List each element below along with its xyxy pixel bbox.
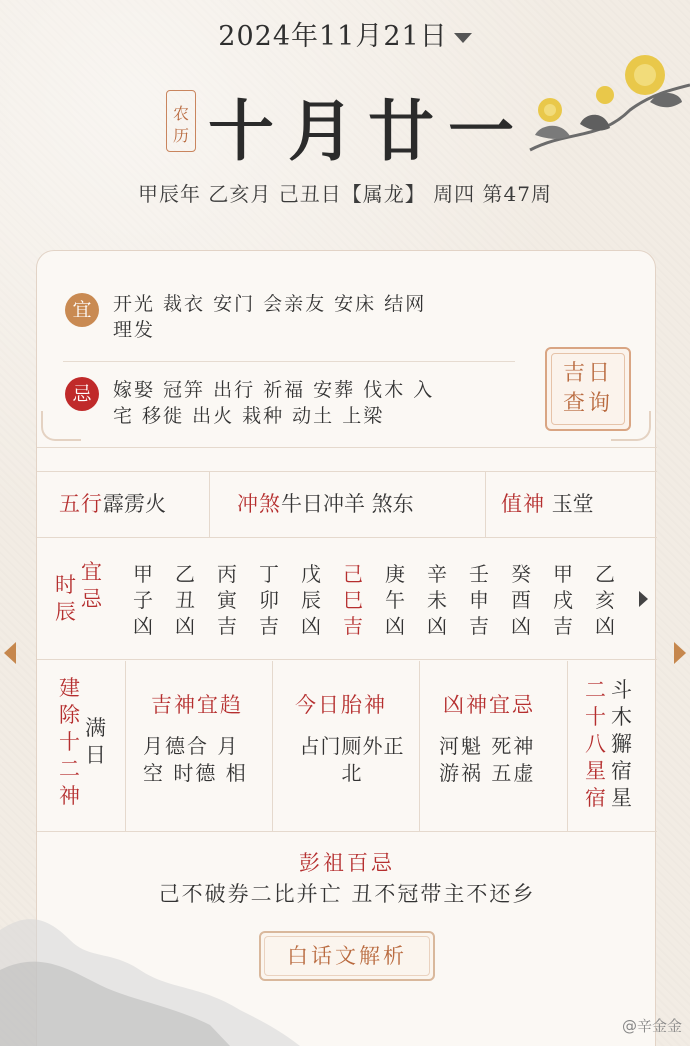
- shichen-luck: 凶: [511, 614, 531, 638]
- shichen-column[interactable]: [297, 561, 325, 639]
- chongsha-cell: [237, 471, 414, 537]
- ganzhi-line: 甲辰年 乙亥月 己丑日【属龙】 周四 第47周: [138, 182, 552, 206]
- xiu-title-char: 八: [585, 732, 606, 756]
- pengzu-title: 彭祖百忌: [299, 851, 395, 875]
- shichen-luck: 凶: [385, 614, 405, 638]
- pengzu-text: 己不破券二比并亡 丑不冠带主不还乡: [158, 882, 536, 906]
- jianchu-title-char: 除: [59, 703, 80, 727]
- shichen-luck: 吉: [553, 614, 573, 638]
- yi-icon: 宜: [65, 293, 99, 327]
- xiu-title-char: 十: [585, 705, 606, 729]
- mountain-ink-decoration: [0, 890, 300, 1046]
- jiri-button-line: 查询: [562, 391, 613, 416]
- jianchu-value-char: 日: [85, 743, 106, 767]
- shichen-luck: 凶: [133, 614, 153, 638]
- shichen-zhi: 戌: [553, 588, 573, 612]
- shichen-gan: 丁: [259, 562, 279, 586]
- shichen-column[interactable]: [339, 561, 367, 639]
- ji-icon: 忌: [65, 377, 99, 411]
- shichen-label: [55, 559, 109, 639]
- yi-line: 理发: [113, 319, 156, 341]
- jishen-line: 空 时德 相: [143, 761, 248, 785]
- zhishen-value: 玉堂: [551, 492, 594, 516]
- lunar-badge-char: 历: [173, 125, 190, 145]
- divider: [419, 661, 420, 831]
- shichen-gan: 戊: [301, 562, 321, 586]
- shichen-luck: 凶: [301, 614, 321, 638]
- shichen-gan: 甲: [133, 562, 153, 586]
- chrysanthemum-icon: [510, 40, 690, 170]
- shichen-gan: 庚: [385, 562, 405, 586]
- ji-text: [113, 377, 513, 429]
- divider: [37, 447, 657, 448]
- shichen-zhi: 申: [469, 588, 489, 612]
- corner-ornament: [611, 411, 651, 441]
- yi-text: [113, 291, 513, 343]
- shichen-gan: 壬: [469, 562, 489, 586]
- xiu-value-char: 木: [611, 705, 632, 729]
- baihua-analysis-button[interactable]: 白话文解析: [259, 931, 435, 981]
- shichen-column[interactable]: [591, 561, 619, 639]
- shichen-zhi: 酉: [511, 588, 531, 612]
- divider: [272, 661, 273, 831]
- jianchu-title-char: 二: [59, 757, 80, 781]
- yiji-section: [37, 281, 657, 441]
- xiongshen-title: 凶神宜忌: [443, 693, 535, 717]
- jiri-button-line: 吉日: [562, 361, 613, 386]
- jianchu-value: [85, 715, 106, 769]
- jianchu-title-char: 建: [59, 676, 80, 700]
- jianchu-title-char: 十: [59, 730, 80, 754]
- shichen-column[interactable]: [465, 561, 493, 639]
- shichen-label-char: 辰: [55, 600, 76, 624]
- shichen-zhi: 寅: [217, 588, 237, 612]
- shichen-column[interactable]: [171, 561, 199, 639]
- shichen-label-char: 时: [55, 573, 76, 597]
- shichen-zhi: 未: [427, 588, 447, 612]
- xiu-title-char: 宿: [585, 786, 606, 810]
- ji-line: 宅 移徙 出火 栽种 动土 上梁: [113, 405, 385, 427]
- jianchu-title: [59, 675, 80, 810]
- divider: [63, 361, 515, 362]
- ji-line: 嫁娶 冠笄 出行 祈福 安葬 伐木 入: [113, 379, 435, 401]
- chevron-right-icon[interactable]: [639, 591, 648, 607]
- shichen-column[interactable]: [423, 561, 451, 639]
- solar-date: 2024年11月21日: [218, 21, 448, 52]
- divider: [209, 471, 210, 537]
- divider: [37, 831, 657, 832]
- yi-line: 开光 裁衣 安门 会亲友 安床 结网: [113, 293, 427, 315]
- shichen-zhi: 丑: [175, 588, 195, 612]
- xiu-title-char: 星: [585, 759, 606, 783]
- lunar-badge-char: 农: [173, 103, 190, 123]
- watermark: @辛金金: [621, 1017, 682, 1035]
- shichen-column[interactable]: [213, 561, 241, 639]
- shichen-luck: 凶: [427, 614, 447, 638]
- taishen-line: 北: [341, 761, 363, 785]
- divider: [567, 661, 568, 831]
- wuxing-value: 霹雳火: [103, 492, 166, 516]
- jishen-title: 吉神宜趋: [151, 693, 243, 717]
- shichen-column[interactable]: [255, 561, 283, 639]
- xiu-value-char: 宿: [611, 759, 632, 783]
- taishen-text: [285, 733, 419, 787]
- xiu-value: [611, 677, 632, 812]
- shichen-luck: 吉: [259, 614, 279, 638]
- jianchu-title-char: 神: [59, 784, 80, 808]
- xiongshen-text: [439, 733, 535, 787]
- shichen-luck: 吉: [469, 614, 489, 638]
- wuxing-label: 五行: [59, 492, 103, 516]
- shichen-zhi: 卯: [259, 588, 279, 612]
- xiu-title-char: 二: [585, 678, 606, 702]
- chongsha-label: 冲煞: [237, 492, 281, 516]
- jishen-text: [143, 733, 248, 787]
- shichen-luck: 吉: [217, 614, 237, 638]
- taishen-title: 今日胎神: [295, 693, 387, 717]
- shichen-column[interactable]: [507, 561, 535, 639]
- chevron-down-icon: [454, 33, 472, 43]
- shichen-zhi: 巳: [343, 588, 363, 612]
- corner-ornament: [41, 411, 81, 441]
- zhishen-label: 值神: [501, 492, 545, 516]
- shichen-gan: 辛: [427, 562, 447, 586]
- divider: [485, 471, 486, 537]
- next-day-arrow-icon[interactable]: [674, 642, 686, 664]
- xiu-value-char: 星: [611, 786, 632, 810]
- shichen-luck: 凶: [175, 614, 195, 638]
- divider: [37, 659, 657, 660]
- shichen-zhi: 辰: [301, 588, 321, 612]
- shichen-zhi: 午: [385, 588, 405, 612]
- shichen-gan: 乙: [595, 562, 615, 586]
- divider: [37, 537, 657, 538]
- xiu-title: [585, 677, 606, 812]
- shichen-zhi: 亥: [595, 588, 615, 612]
- chongsha-value: 牛日冲羊 煞东: [281, 492, 414, 516]
- shichen-gan: 甲: [553, 562, 573, 586]
- xiongshen-line: 河魁 死神: [439, 734, 536, 758]
- zhishen-cell: [501, 471, 594, 537]
- shichen-gan: 丙: [217, 562, 237, 586]
- taishen-line: 占门厕外正: [299, 734, 405, 758]
- jishen-line: 月德合 月: [143, 734, 240, 758]
- shichen-label-char: 宜: [81, 560, 102, 584]
- shichen-column[interactable]: [381, 561, 409, 639]
- shichen-luck: 凶: [595, 614, 615, 638]
- xiu-value-char: 獬: [611, 732, 632, 756]
- jianchu-value-char: 满: [85, 716, 106, 740]
- shichen-gan: 癸: [511, 562, 531, 586]
- lunar-date: 十月廿一: [208, 92, 528, 170]
- shichen-column[interactable]: [129, 561, 157, 639]
- shichen-zhi: 子: [133, 588, 153, 612]
- xiu-value-char: 斗: [611, 678, 632, 702]
- shichen-gan: 己: [343, 562, 363, 586]
- lunar-badge: [166, 90, 196, 152]
- wuxing-row: [37, 471, 657, 537]
- prev-day-arrow-icon[interactable]: [4, 642, 16, 664]
- shen-grid: [37, 661, 657, 831]
- shichen-label-char: 忌: [81, 587, 102, 611]
- shichen-column[interactable]: [549, 561, 577, 639]
- xiongshen-line: 游祸 五虚: [439, 761, 536, 785]
- divider: [125, 661, 126, 831]
- wuxing-cell: [59, 471, 166, 537]
- shichen-luck: 吉: [343, 614, 363, 638]
- shichen-gan: 乙: [175, 562, 195, 586]
